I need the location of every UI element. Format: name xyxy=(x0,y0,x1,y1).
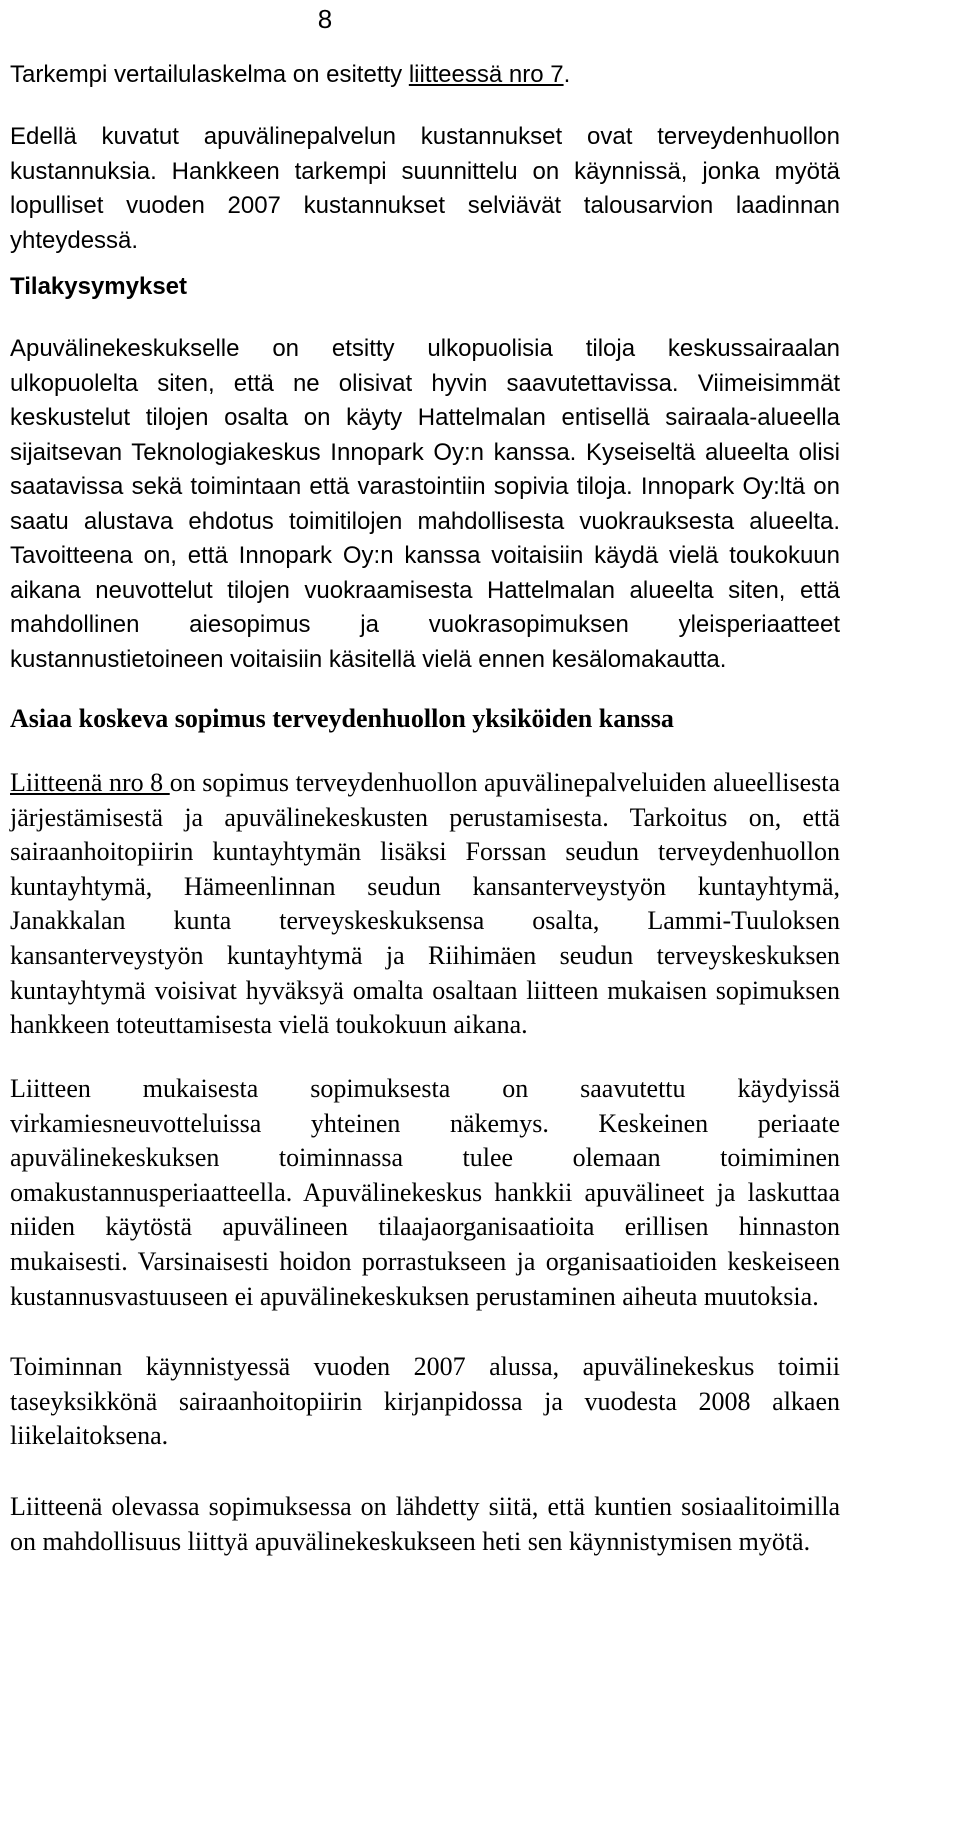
sopimus-paragraph-3: Toiminnan käynnistyessä vuoden 2007 alussa, apuvälinekeskus toimii taseyksikkönä sairaanhoitopiirin kirjanpidossa ja vuodesta 2008 alkaen liikelaitoksena. xyxy=(10,1352,840,1451)
tilakysymykset-paragraph: Apuvälinekeskukselle on etsitty ulkopuolisia tiloja keskussairaalan ulkopuolelta siten, että ne olisivat hyvin saavutettavissa. Viimeisimmät keskustelut tilojen osalta on käyty Hattelmalan entisellä sairaala-alueella sijaitsevan Teknologiakeskus Innopark Oy:n kanssa. Kyseiseltä alueelta olisi saatavissa sekä toimintaan että varastointiin sopivia tiloja. Innopark Oy:ltä on saatu alustava ehdotus toimitilojen mahdollisesta vuokrauksesta alueelta. Tavoitteena on, että Innopark Oy:n kanssa voitaisiin käydä vielä toukokuun aikana neuvottelut tilojen vuokraamisesta Hattelmalan alueelta siten, että mahdollinen aiesopimus ja vuokrasopimuksen yleisperiaatteet kustannustietoineen voitaisiin käsitellä vielä ennen kesälomakautta. xyxy=(10,335,840,673)
intro-paragraph xyxy=(10,58,840,93)
sopimus-paragraph-1-text: on sopimus terveydenhuollon apuvälinepalveluiden alueellisesta järjestämisestä ja apuvälinekeskusten perustamisesta. Tarkoitus on, että sairaanhoitopiirin kuntayhtymän lisäksi Forssan seudun terveydenhuollon kuntayhtymä, Hämeenlinnan seudun kansanterveystyön kuntayhtymä, Janakkalan kunta terveyskeskuksensa osalta, Lammi-Tuuloksen kansanterveystyön kuntayhtymä ja Riihimäen seudun terveyskeskuksen kuntayhtymä voisivat hyväksyä omalta osaltaan liitteen mukaisen sopimuksen hankkeen toteuttamisesta vielä toukokuun aikana. xyxy=(10,768,841,1040)
costs-paragraph: Edellä kuvatut apuvälinepalvelun kustannukset ovat terveydenhuollon kustannuksia. Hankkeen tarkempi suunnittelu on käynnissä, jonka myötä lopulliset vuoden 2007 kustannukset selviävät talousarvion laadinnan yhteydessä. xyxy=(10,123,840,254)
sopimus-heading: Asiaa koskeva sopimus terveydenhuollon yksiköiden kanssa xyxy=(10,704,674,733)
tilakysymykset-heading: Tilakysymykset xyxy=(10,273,188,300)
attachment-7-link[interactable]: liitteessä nro 7 xyxy=(408,61,564,88)
sopimus-paragraph-2: Liitteen mukaisesta sopimuksesta on saavutettu käydyissä virkamiesneuvotteluissa yhteinen näkemys. Keskeinen periaate apuvälinekeskuksen toiminnassa tulee olemaan toimiminen omakustannusperiaatteella. Apuvälinekeskus hankkii apuvälineet ja laskuttaa niiden käytöstä apuvälineen tilaajaorganisaatioita erillisen hinnaston mukaisesti. Varsinaisesti hoidon porrastukseen ja organisaatioiden keskeiseen kustannusvastuuseen ei apuvälinekeskuksen perustaminen aiheuta muutoksia. xyxy=(10,1074,840,1311)
sopimus-paragraph-1 xyxy=(10,766,840,1043)
attachment-8-link[interactable]: Liitteenä nro 8 xyxy=(10,768,170,797)
page-number: 8 xyxy=(317,4,333,34)
intro-text: Tarkempi vertailulaskelma on esitetty xyxy=(10,61,409,88)
sopimus-paragraph-4: Liitteenä olevassa sopimuksessa on lähdetty siitä, että kuntien sosiaalitoimilla on mahdollisuus liittyä apuvälinekeskukseen heti sen käynnistymisen myötä. xyxy=(10,1492,840,1556)
intro-end: . xyxy=(563,61,571,88)
